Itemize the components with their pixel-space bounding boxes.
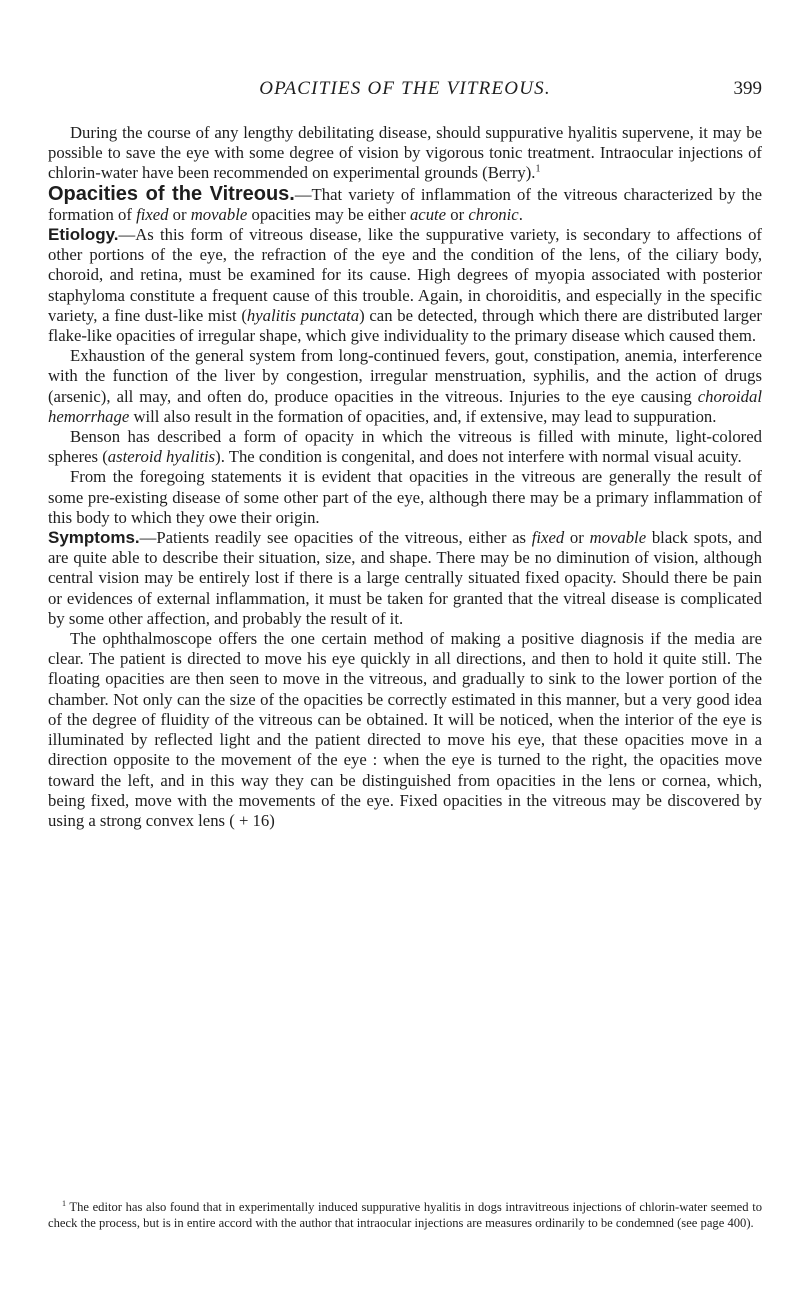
text-run: —As this form of vitreous disease, like the suppurative variety, is secondary to affections of other portions of the eye, the refraction of the eye and the condition of the lens, of the ciliary body, choroid, and retina, must be examined for its cause. High degrees of myopia associated with posterior staphyloma constitute a frequent cause of this trouble. Again, in choroiditis, and especially in the specific variety, a fine dust-like mist ( (48, 225, 762, 325)
body-text (48, 123, 762, 831)
section-symptoms (48, 528, 762, 629)
italic-term: fixed (136, 204, 169, 224)
page-number: 399 (733, 78, 762, 99)
italic-term: fixed (531, 528, 565, 548)
italic-term: movable (589, 528, 647, 548)
paragraph (48, 427, 762, 467)
text-run: Benson has described a form of opacity in which the vitreous is filled with minute, light-colored spheres ( (48, 427, 762, 467)
text-run: ) can be detected, through which there are distributed larger flake-like opacities of irregular shape, which give individuality to the primary disease which caused them. (48, 305, 762, 346)
running-title: OPACITIES OF THE VITREOUS. (259, 78, 551, 99)
section-heading-etiology: Etiology. (48, 225, 119, 245)
section-etiology (48, 225, 762, 346)
text-run: or (564, 528, 590, 548)
italic-term: choroidal hemorrhage (48, 386, 762, 426)
italic-term: movable (190, 204, 248, 224)
italic-term: hyalitis punctata (246, 305, 360, 325)
footnote-marker: 1 (62, 1198, 66, 1208)
text-run: black spots, and are quite able to describe their situation, size, and shape. There may be no diminution of vision, although central vision may be entirely lost if there is a large centrally situated fixed opacity. Should there be pain or evidences of external inflammation, it must be taken for granted that the vitreal disease is complicated by some other affection, and probably the result of it. (48, 528, 763, 628)
paragraph-text: From the foregoing statements it is evident that opacities in the vitreous are generally the result of some pre-existing disease of some other part of the eye, although there may be a primary inflammation of this body to which they owe their origin. (48, 467, 762, 527)
footnote (48, 1200, 762, 1231)
text-run: will also result in the formation of opacities, and, if extensive, may lead to suppuration. (129, 406, 717, 426)
text-run: opacities may be either (247, 204, 410, 224)
paragraph (48, 467, 762, 528)
italic-term: asteroid hyalitis (107, 447, 216, 467)
paragraph-text: During the course of any lengthy debilitating disease, should suppurative hyalitis supervene, it may be possible to save the eye with some degree of vision by vigorous tonic treatment. Intraocular injections of chlorin-water have been recommended on experimental grounds (Berry). (48, 123, 762, 183)
text-run: Exhaustion of the general system from long-continued fevers, gout, constipation, anemia, interference with the function of the liver by congestion, irregular menstruation, syphilis, and the action of drugs (arsenic), all may, and often do, produce opacities in the vitreous. Injuries to the eye causing (48, 346, 762, 406)
text-run: . (518, 204, 523, 224)
page-header (48, 78, 762, 102)
italic-term: acute (409, 204, 447, 224)
footnote-text: The editor has also found that in experimentally induced suppurative hyalitis in dogs intravitreous injections of chlorin-water seemed to check the process, but is in entire accord with the author that intraocular injections are measures ordinarily to be condemned (see page 400). (48, 1200, 762, 1230)
text-run: or (446, 204, 469, 224)
paragraph (48, 629, 762, 831)
section-heading-symptoms: Symptoms. (48, 528, 140, 548)
section-opacities (48, 184, 762, 225)
footnotes (48, 1200, 762, 1231)
paragraph (48, 346, 762, 427)
section-heading-opacities: Opacities of the Vitreous. (48, 182, 295, 205)
paragraph (48, 123, 762, 184)
text-run: ). The condition is congenital, and does not interfere with normal visual acuity. (215, 447, 742, 467)
italic-term: chronic (468, 204, 519, 224)
text-run: —Patients readily see opacities of the vitreous, either as (139, 528, 532, 548)
text-run: or (168, 204, 191, 224)
paragraph-text: The ophthalmoscope offers the one certain method of making a positive diagnosis if the media are clear. The patient is directed to move his eye quickly in all directions, and then to hold it quite still. The floating opacities are then seen to move in the vitreous, and gradually to sink to the lower portion of the chamber. Not only can the size of the opacities be correctly estimated in this manner, but a very good idea of the degree of fluidity of the vitreous can be obtained. It will be noticed, when the interior of the eye is illuminated by reflected light and the patient directed to move his eye, that these opacities move in a direction opposite to the movement of the eye : when the eye is turned to the right, the opacities move toward the left, and in this way they can be distinguished from opacities in the lens or cornea, which, being fixed, move with the movements of the eye. Fixed opacities in the vitreous may be discovered by using a strong convex lens ( + 16) (48, 629, 762, 830)
text-run: —That variety of inflammation of the vitreous characterized by the formation of (48, 184, 762, 224)
footnote-reference: 1 (535, 163, 541, 175)
